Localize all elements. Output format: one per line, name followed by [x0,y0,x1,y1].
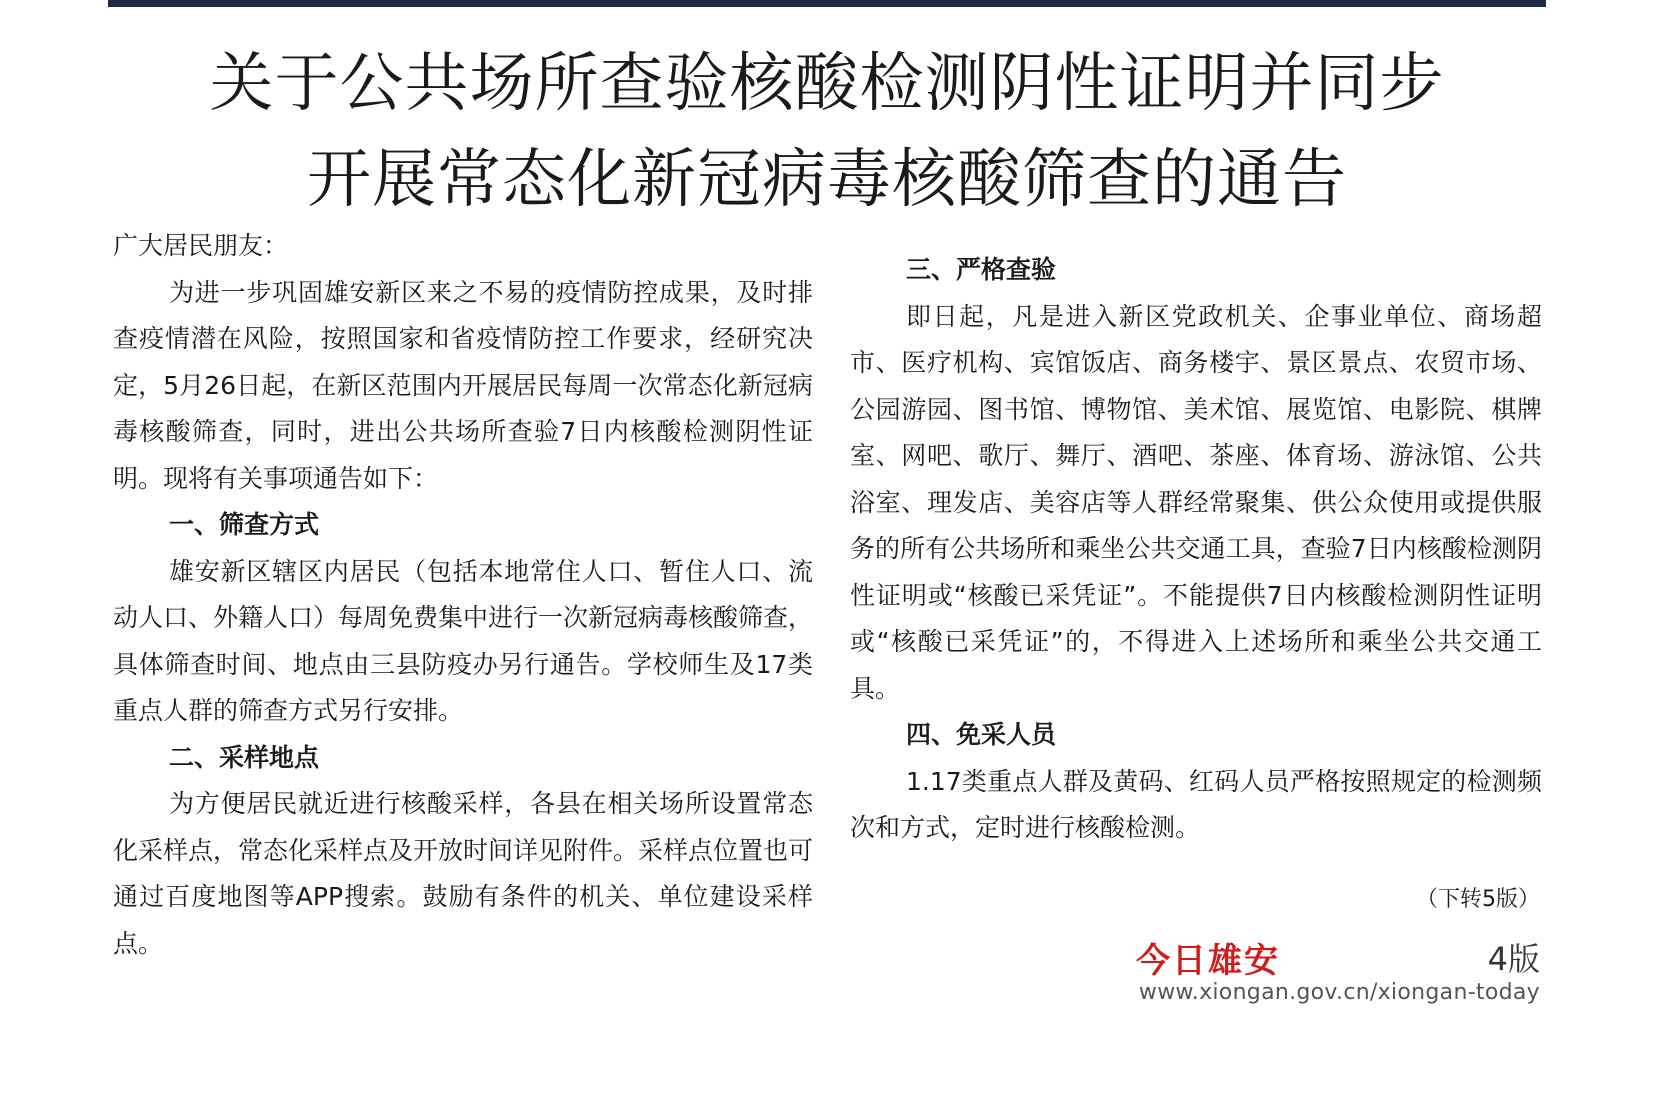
top-rule [108,0,1546,7]
left-column [113,223,813,967]
section-2-body: 为方便居民就近进行核酸采样，各县在相关场所设置常态化采样点，常态化采样点及开放时间详见附件。采样点位置也可通过百度地图等APP搜索。鼓励有条件的机关、单位建设采样点。 [113,789,814,958]
section-2-heading: 二、采样地点 [169,742,320,772]
title-line-2: 开展常态化新冠病毒核酸筛查的通告 [307,143,1347,217]
section-4-body: 1.17类重点人群及黄码、红码人员严格按照规定的检测频次和方式，定时进行核酸检测。 [850,766,1542,842]
right-column [850,247,1542,852]
page-number: 4版 [1487,940,1540,978]
greeting: 广大居民朋友： [113,231,289,260]
section-1-body: 雄安新区辖区内居民（包括本地常住人口、暂住人口、流动人口、外籍人口）每周免费集中进行一次新冠病毒核酸筛查，具体筛查时间、地点由三县防疫办另行通告。学校师生及17类重点人群的筛查方式另行安排。 [113,556,814,725]
section-4-heading: 四、免采人员 [906,720,1057,749]
continued-note: （下转5版） [1416,887,1540,912]
page-title [108,36,1546,228]
site-url: www.xiongan.gov.cn/xiongan-today [1138,980,1540,1005]
section-1-heading: 一、筛查方式 [169,510,320,539]
section-3-body: 即日起，凡是进入新区党政机关、企事业单位、商场超市、医疗机构、宾馆饭店、商务楼宇、景区景点、农贸市场、公园游园、图书馆、博物馆、美术馆、展览馆、电影院、棋牌室、网吧、歌厅、舞厅、酒吧、茶座、体育场、游泳馆、公共浴室、理发店、美容店等人群经常聚集、供公众使用或提供服务的所有公共场所和乘坐公共交通工具，查验7日内核酸检测阴性证明或“核酸已采凭证”。不能提供7日内核酸检测阴性证明或“核酸已采凭证”的，不得进入上述场所和乘坐公共交通工具。 [850,301,1542,703]
title-line-1: 关于公共场所查验核酸检测阴性证明并同步 [209,47,1445,121]
brand-logo: 今日雄安 [1136,941,1280,981]
section-3-heading: 三、严格查验 [906,255,1057,284]
intro-paragraph: 为进一步巩固雄安新区来之不易的疫情防控成果，及时排查疫情潜在风险，按照国家和省疫情防控工作要求，经研究决定，5月26日起，在新区范围内开展居民每周一次常态化新冠病毒核酸筛查，同时，进出公共场所查验7日内核酸检测阴性证明。现将有关事项通告如下： [113,277,813,493]
